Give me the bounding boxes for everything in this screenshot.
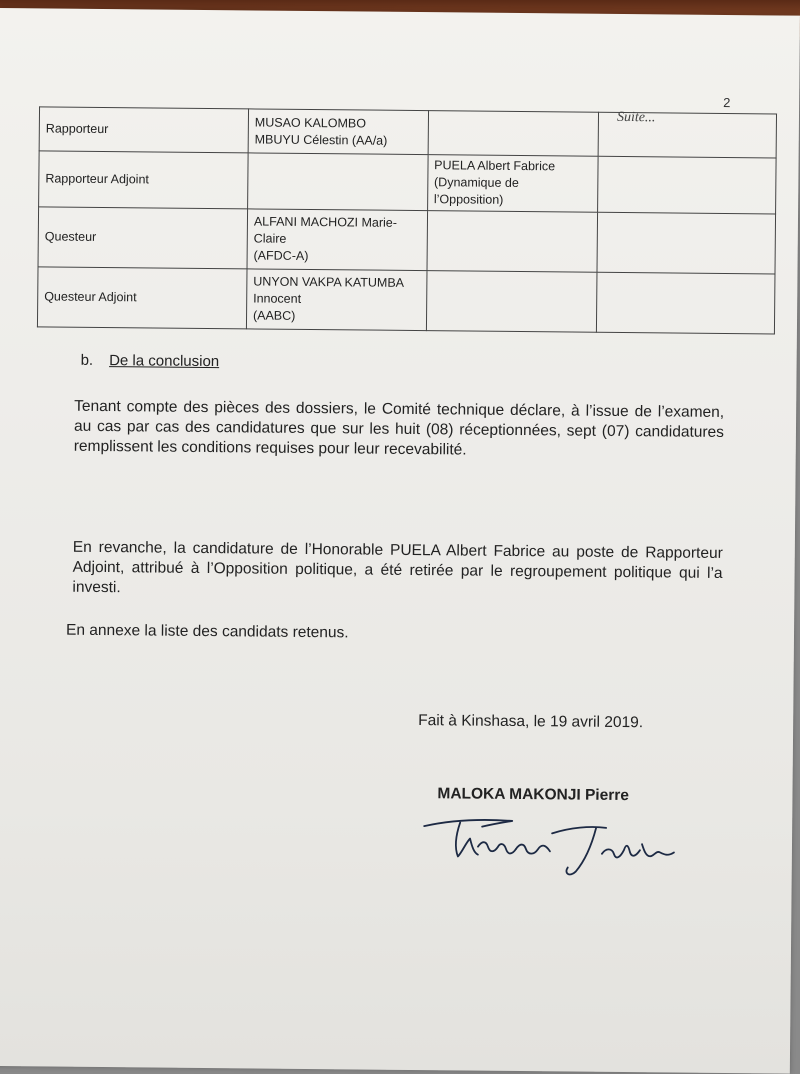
- candidate-line: PUELA Albert Fabrice: [434, 158, 556, 174]
- candidate-cell: [596, 272, 775, 334]
- candidate-line: Innocent: [253, 291, 302, 306]
- table-row: [39, 151, 777, 214]
- candidate-cell: [248, 109, 428, 155]
- table-row: [39, 107, 776, 158]
- candidate-cell: [246, 269, 426, 331]
- role-cell: [38, 207, 247, 269]
- table-row: [38, 207, 776, 274]
- paragraph-recevabilite: Tenant compte des pièces des dossiers, le Comité technique déclare, à l’issue de l’examen, au cas par cas des candidatures que sur les huit (08) réceptionnées, sept (07) candidatures remplissent les conditions requises pour leur recevabilité.: [73, 397, 725, 459]
- document-page: [0, 8, 800, 1074]
- page-number: 2: [723, 94, 731, 111]
- candidate-line: (AFDC-A): [253, 248, 309, 263]
- role-cell: [37, 267, 246, 329]
- role-cell: [39, 107, 248, 153]
- candidate-cell: [598, 109, 776, 158]
- handwritten-signature: [420, 812, 691, 885]
- candidate-line: UNYON VAKPA KATUMBA: [253, 274, 405, 290]
- candidate-cell: [598, 156, 777, 214]
- candidate-cell: [597, 212, 776, 274]
- role-label: Rapporteur Adjoint: [45, 171, 149, 187]
- candidate-line: (AABC): [252, 308, 296, 323]
- candidate-line: MBUYU Célestin (AA/a): [254, 131, 388, 148]
- candidate-line: l’Opposition): [433, 192, 504, 207]
- candidates-table: [37, 106, 777, 334]
- role-label: Questeur: [44, 229, 97, 244]
- continuation-note: Suite...: [616, 109, 656, 126]
- section-marker: b.: [80, 351, 94, 369]
- candidate-line: (Dynamique de: [433, 175, 519, 190]
- role-label: Rapporteur: [45, 121, 109, 137]
- role-cell: [39, 151, 248, 209]
- place-and-date: Fait à Kinshasa, le 19 avril 2019.: [418, 712, 644, 732]
- candidate-cell: [427, 211, 598, 273]
- candidate-cell: [427, 155, 598, 213]
- candidate-cell: [428, 111, 599, 157]
- paragraph-retrait: En revanche, la candidature de l’Honorable PUELA Albert Fabrice au poste de Rapporteur Adjoint, attribué à l’Opposition politique, a été retirée par le regroupement politique qui l’a investi.: [72, 538, 723, 597]
- section-heading: [81, 352, 220, 370]
- candidate-cell: [247, 209, 427, 271]
- candidate-line: MUSAO KALOMBO: [254, 114, 367, 131]
- candidate-cell: [248, 153, 428, 211]
- paragraph-annexe: En annexe la liste des candidats retenus.: [65, 621, 349, 642]
- signatory-name: MALOKA MAKONJI Pierre: [437, 785, 630, 805]
- candidate-cell: [426, 271, 597, 333]
- section-title: De la conclusion: [109, 352, 220, 371]
- role-label: Questeur Adjoint: [44, 289, 137, 305]
- table-row: [37, 267, 775, 334]
- candidate-line: ALFANI MACHOZI Marie-: [253, 214, 398, 230]
- candidate-line: Claire: [253, 231, 287, 246]
